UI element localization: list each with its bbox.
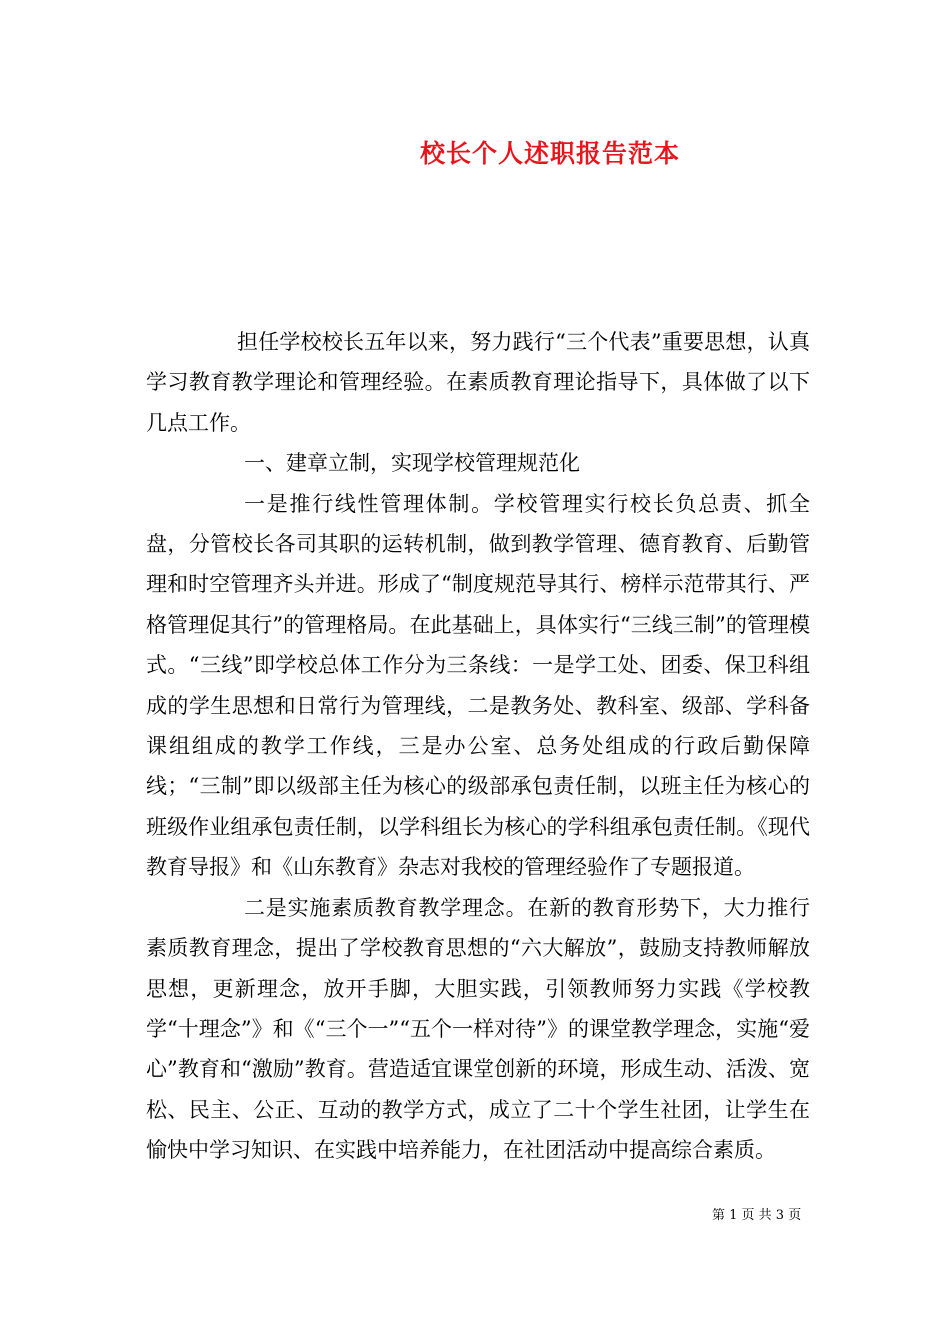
paragraph-point-1: 一是推行线性管理体制。学校管理实行校长负总责、抓全盘，分管校长各司其职的运转机制，做到教学管理、德育教育、后勤管理和时空管理齐头并进。形成了“制度规范导其行、榜样示范带其行、严格管理促其行”的管理格局。在此基础上，具体实行“三线三制”的管理模式。“三线”即学校总体工作分为三条线：一是学工处、团委、保卫科组成的学生思想和日常行为管理线，二是教务处、教科室、级部、学科备课组组成的教学工作线，三是办公室、总务处组成的行政后勤保障线；“三制”即以级部主任为核心的级部承包责任制，以班主任为核心的班级作业组承包责任制，以学科组长为核心的学科组承包责任制。《现代教育导报》和《山东教育》杂志对我校的管理经验作了专题报道。 — [146, 491, 810, 880]
page-number: 第 1 页 共 3 页 — [712, 1208, 802, 1223]
document-title: 校长个人述职报告范本 — [419, 139, 680, 168]
paragraph-point-2: 二是实施素质教育教学理念。在新的教育形势下，大力推行素质教育理念，提出了学校教育思想的“六大解放”，鼓励支持教师解放思想，更新理念，放开手脚，大胆实践，引领教师努力实践《学校教学“十理念”》和《“三个一”“五个一样对待”》的课堂教学理念，实施“爱心”教育和“激励”教育。营造适宜课堂创新的环境，形成生动、活泼、宽松、民主、公正、互动的教学方式，成立了二十个学生社团，让学生在愉快中学习知识、在实践中培养能力，在社团活动中提高综合素质。 — [146, 895, 810, 1163]
paragraph-intro: 担任学校校长五年以来，努力践行“三个代表”重要思想，认真学习教育教学理论和管理经验。在素质教育理论指导下，具体做了以下几点工作。 — [146, 330, 810, 435]
section-heading-1: 一、建章立制，实现学校管理规范化 — [244, 451, 580, 476]
document-body — [146, 322, 810, 1171]
